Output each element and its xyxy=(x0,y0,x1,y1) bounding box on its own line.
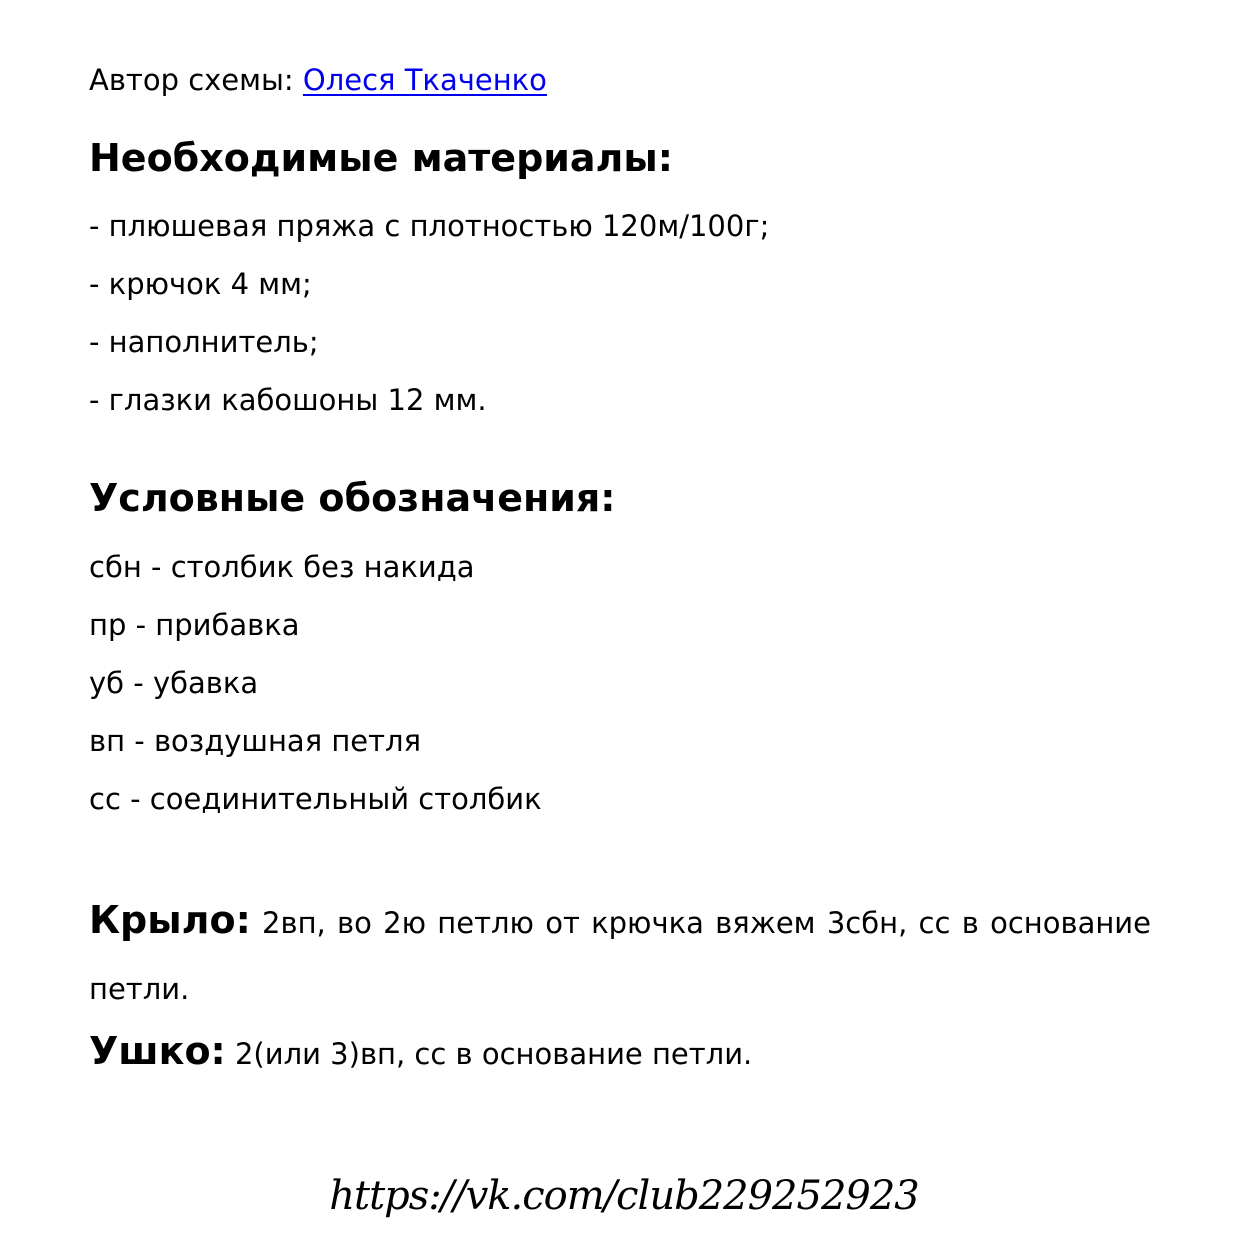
wing-text: 2вп, во 2ю петлю от крючка вяжем 3сбн, сс в основание петли. xyxy=(89,906,1151,1006)
author-label: Автор схемы: xyxy=(89,63,303,97)
legend-item: вп - воздушная петля xyxy=(89,724,422,758)
wing-label: Крыло: xyxy=(89,898,251,942)
legend-item: пр - прибавка xyxy=(89,608,300,642)
wing-instruction xyxy=(89,887,1151,1022)
ear-text: 2(или 3)вп, сс в основание петли. xyxy=(225,1037,753,1071)
legend-item: уб - убавка xyxy=(89,666,259,700)
materials-item: - глазки кабошоны 12 мм. xyxy=(89,383,487,417)
legend-item: сбн - столбик без накида xyxy=(89,550,475,584)
author-link[interactable]: Олеся Ткаченко xyxy=(302,63,547,97)
materials-item: - наполнитель; xyxy=(89,325,319,359)
author-line xyxy=(89,60,547,100)
legend-heading: Условные обозначения: xyxy=(89,476,616,520)
ear-instruction xyxy=(89,1018,1151,1087)
materials-item: - плюшевая пряжа с плотностью 120м/100г; xyxy=(89,209,770,243)
ear-label: Ушко: xyxy=(89,1029,226,1073)
materials-heading: Необходимые материалы: xyxy=(89,136,673,180)
materials-item: - крючок 4 мм; xyxy=(89,267,312,301)
legend-item: сс - соединительный столбик xyxy=(89,782,542,816)
footer-url: https://vk.com/club229252923 xyxy=(329,1173,919,1219)
